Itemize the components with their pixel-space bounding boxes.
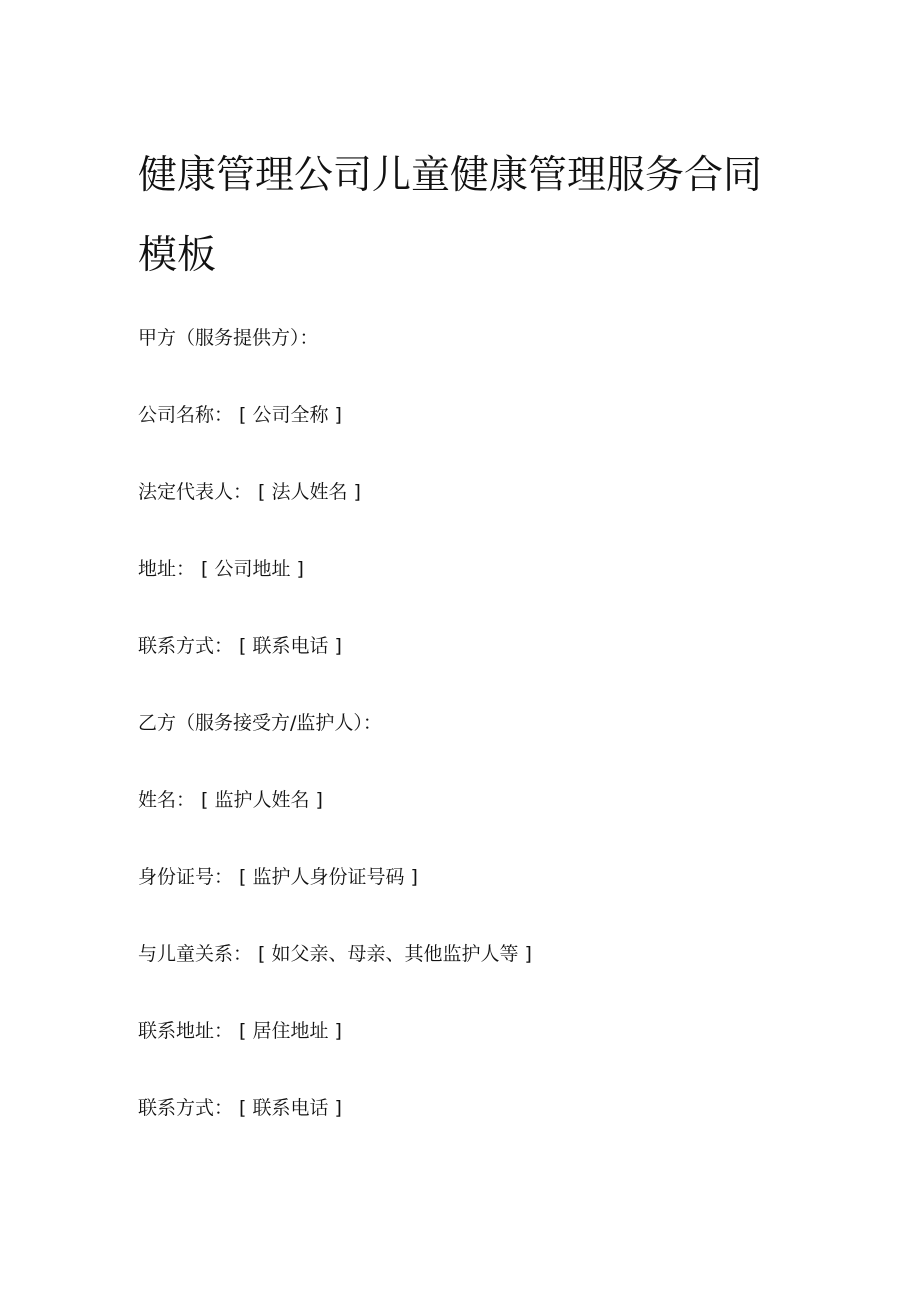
document-title: 健康管理公司儿童健康管理服务合同模板 xyxy=(138,153,763,278)
field-label: 法定代表人： xyxy=(138,481,253,503)
field-value: [ 居住地址 ] xyxy=(239,1020,342,1042)
legal-representative-field xyxy=(138,476,838,553)
field-label: 联系方式： xyxy=(138,1097,234,1119)
field-label: 姓名： xyxy=(138,789,196,811)
field-label: 公司名称： xyxy=(138,404,234,426)
field-label: 乙方（服务接受方/监护人）： xyxy=(138,712,382,734)
field-label: 甲方（服务提供方）： xyxy=(138,327,319,349)
field-label: 联系方式： xyxy=(138,635,234,657)
field-value: [ 监护人姓名 ] xyxy=(201,789,323,811)
field-label: 联系地址： xyxy=(138,1020,234,1042)
party-a-heading xyxy=(138,322,838,399)
field-label: 地址： xyxy=(138,558,196,580)
field-label: 身份证号： xyxy=(138,866,234,888)
field-value: [ 监护人身份证号码 ] xyxy=(239,866,418,888)
guardian-id-field xyxy=(138,861,838,938)
field-value: [ 公司全称 ] xyxy=(239,404,342,426)
company-contact-field xyxy=(138,630,838,707)
relationship-field xyxy=(138,938,838,1015)
company-address-field xyxy=(138,553,838,630)
field-value: [ 法人姓名 ] xyxy=(258,481,361,503)
guardian-address-field xyxy=(138,1015,838,1092)
guardian-contact-field xyxy=(138,1092,838,1169)
party-info-list xyxy=(138,322,838,1169)
guardian-name-field xyxy=(138,784,838,861)
field-value: [ 联系电话 ] xyxy=(239,1097,342,1119)
field-value: [ 联系电话 ] xyxy=(239,635,342,657)
field-value: [ 公司地址 ] xyxy=(201,558,304,580)
field-value: [ 如父亲、母亲、其他监护人等 ] xyxy=(258,943,532,965)
company-name-field xyxy=(138,399,838,476)
party-b-heading xyxy=(138,707,838,784)
field-label: 与儿童关系： xyxy=(138,943,253,965)
